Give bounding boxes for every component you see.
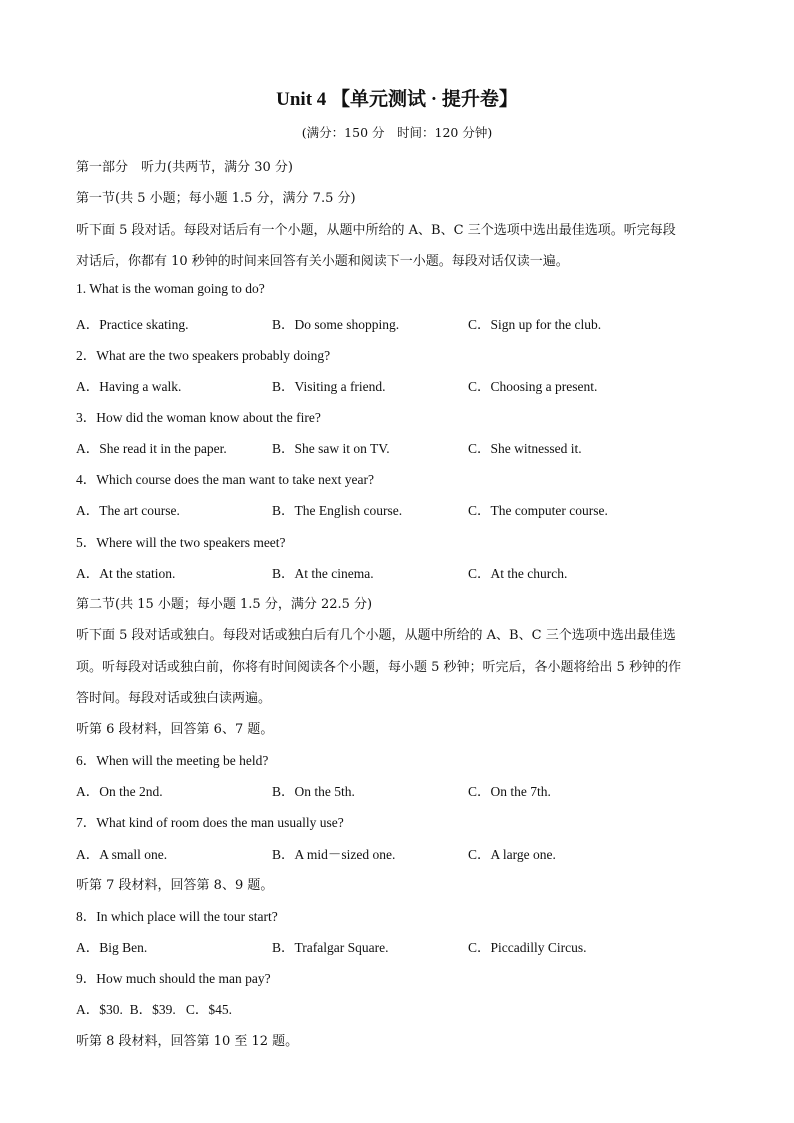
option-b: B．She saw it on TV.	[272, 441, 390, 456]
material-7-heading: 听第 7 段材料，回答第 8、9 题。	[76, 878, 274, 893]
option-a: A．The art course.	[76, 503, 180, 518]
option-b: B．Trafalgar Square.	[272, 940, 389, 955]
inline-options: A．$30. B．$39. C．$45.	[76, 1002, 233, 1017]
section1-instruction-line1: 听下面 5 段对话。每段对话后有一个小题，从题中所给的 A、B、C 三个选项中选出最佳选项。听完每段	[76, 223, 676, 238]
option-a: A．On the 2nd.	[76, 784, 163, 799]
question-stem: 1. What is the woman going to do?	[76, 281, 265, 296]
section2-instruction-line1: 听下面 5 段对话或独白。每段对话或独白后有几个小题，从题中所给的 A、B、C 三个选项中选出最佳选	[76, 628, 676, 643]
material-6-heading: 听第 6 段材料，回答第 6、7 题。	[76, 722, 274, 737]
part1-heading: 第一部分 听力(共两节，满分 30 分)	[76, 160, 293, 175]
option-b: B．Do some shopping.	[272, 317, 400, 332]
section2-instruction-line2: 项。听每段对话或独白前，你将有时间阅读各个小题，每小题 5 秒钟；听完后，各小题将给出 5 秒钟的作	[76, 660, 682, 675]
option-a: A．At the station.	[76, 566, 176, 581]
question-stem: 5．Where will the two speakers meet?	[76, 535, 286, 550]
option-c: C．At the church.	[468, 566, 568, 581]
section2-instruction-line3: 答时间。每段对话或独白读两遍。	[76, 691, 272, 706]
question-stem: 9．How much should the man pay?	[76, 971, 271, 986]
option-b: B．A mid－sized one.	[272, 847, 396, 862]
option-b: B．Visiting a friend.	[272, 379, 386, 394]
option-a: A．A small one.	[76, 847, 168, 862]
option-b: B．At the cinema.	[272, 566, 374, 581]
section2-heading: 第二节(共 15 小题；每小题 1.5 分，满分 22.5 分)	[76, 597, 373, 612]
option-c: C．Piccadilly Circus.	[468, 940, 587, 955]
option-c: C．Choosing a present.	[468, 379, 598, 394]
option-a: A．Big Ben.	[76, 940, 148, 955]
question-stem: 7．What kind of room does the man usually use?	[76, 815, 344, 830]
option-c: C．The computer course.	[468, 503, 608, 518]
question-stem: 8．In which place will the tour start?	[76, 909, 278, 924]
page-title: Unit 4 【单元测试 · 提升卷】	[276, 89, 518, 110]
question-stem: 3．How did the woman know about the fire?	[76, 410, 321, 425]
option-a: A．She read it in the paper.	[76, 441, 227, 456]
question-stem: 4．Which course does the man want to take next year?	[76, 472, 375, 487]
question-stem: 6．When will the meeting be held?	[76, 753, 269, 768]
option-a: A．Having a walk.	[76, 379, 182, 394]
option-a: A．Practice skating.	[76, 317, 189, 332]
option-c: C．Sign up for the club.	[468, 317, 602, 332]
section1-heading: 第一节(共 5 小题；每小题 1.5 分，满分 7.5 分)	[76, 191, 356, 206]
option-c: C．She witnessed it.	[468, 441, 582, 456]
question-stem: 2．What are the two speakers probably doing?	[76, 348, 331, 363]
page-subtitle: (满分：150 分 时间：120 分钟)	[301, 125, 493, 140]
option-b: B．The English course.	[272, 503, 403, 518]
option-c: C．On the 7th.	[468, 784, 551, 799]
material-8-heading: 听第 8 段材料，回答第 10 至 12 题。	[76, 1034, 299, 1049]
option-b: B．On the 5th.	[272, 784, 355, 799]
section1-instruction-line2: 对话后，你都有 10 秒钟的时间来回答有关小题和阅读下一小题。每段对话仅读一遍。	[76, 254, 569, 269]
option-c: C．A large one.	[468, 847, 556, 862]
